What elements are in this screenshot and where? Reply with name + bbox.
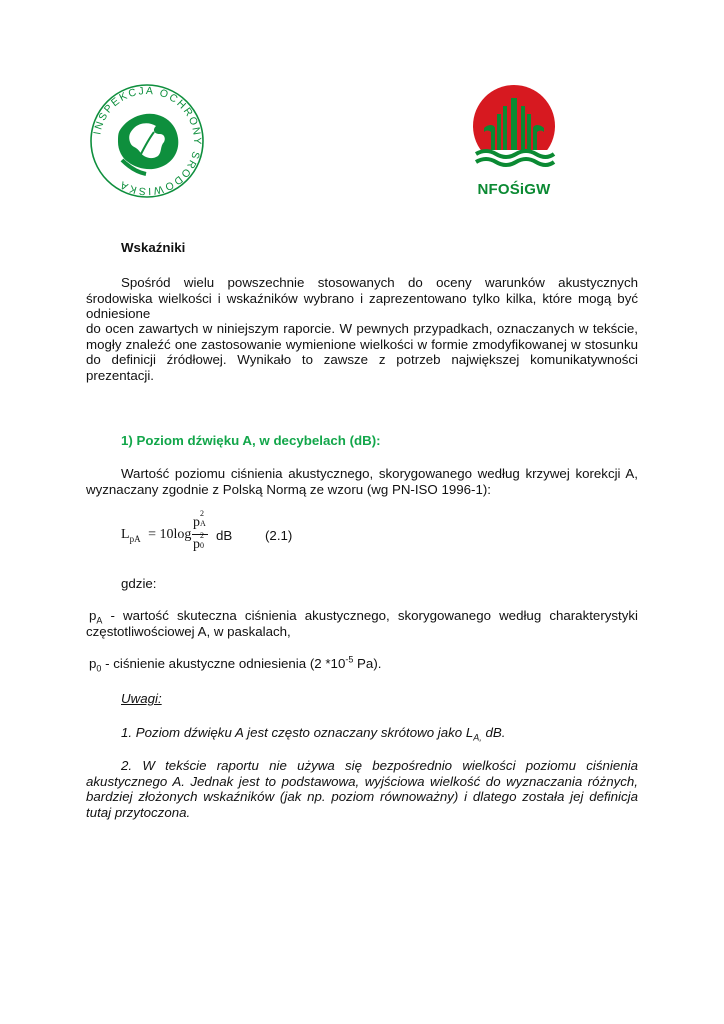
page-heading: Wskaźniki: [121, 240, 186, 255]
definition-pa-text: - wartość skuteczna ciśnienia akustycznego, skorygowanego według charakterystyki częstotliwościowej A, w paskalach,: [86, 608, 638, 639]
nfosigw-caption: NFOŚiGW: [477, 181, 551, 198]
intro-paragraph-part2: do ocen zawartych w niniejszym raporcie. W pewnych przypadkach, oznaczanych w tekście, mogły znaleźć one zastosowanie wymienione wielkości w formie zmodyfikowanej w stosunku do definicji źródłowej. Wynikało to zawsze z potrzeb największej komunikatywności prezentacji.: [86, 321, 638, 383]
formula-lhs-symbol: L: [121, 527, 130, 542]
formula-den-sub: 0: [200, 541, 204, 550]
notes-label: Uwagi:: [121, 691, 162, 706]
note-2: 2. W tekście raportu nie używa się bezpośrednio wielkości poziomu ciśnienia akustycznego A. Jednak jest to podstawowa, wyjściowa wielkość do wyznaczania różnych, bardziej złożonych wskaźników (jak np. poziom równoważny) i dlatego została jej definicja tutaj przytoczona.: [86, 758, 638, 820]
note-1: [121, 725, 505, 741]
formula-num-base: p: [193, 515, 200, 530]
note-1-text: 1. Poziom dźwięku A jest często oznaczany skrótowo jako L: [121, 725, 474, 740]
formula-num-sup: 2: [200, 509, 204, 518]
formula-den-base: p: [193, 537, 200, 552]
formula-denominator: [193, 531, 208, 553]
definition-p0-text-before: - ciśnienie akustyczne odniesienia (2 *10: [101, 656, 346, 671]
definition-pa-symbol: p: [89, 608, 97, 623]
section-description: Wartość poziomu ciśnienia akustycznego, skorygowanego według krzywej korekcji A, wyznaczany zgodnie z Polską Normą ze wzoru (wg PN-ISO 1996-1):: [86, 466, 638, 497]
definition-p0: [89, 656, 381, 672]
section-title: 1) Poziom dźwięku A, w decybelach (dB):: [121, 433, 381, 448]
formula-2-1: [121, 509, 321, 558]
definition-p0-sub: 0: [96, 663, 102, 674]
equation-number: (2.1): [265, 528, 293, 543]
formula-den-sup: 2: [200, 531, 204, 540]
note-1-subscript: A,: [473, 732, 482, 743]
nfosigw-emblem-icon: [470, 84, 558, 180]
inspekcja-ochrony-srodowiska-logo: [88, 82, 206, 200]
definition-p0-text-after: Pa).: [353, 656, 382, 671]
formula-lhs: [121, 527, 191, 543]
formula-operator: = 10log: [148, 527, 192, 542]
note-1-text-after: dB.: [481, 725, 506, 740]
definition-p0-exponent: -5: [345, 654, 354, 665]
definition-pa-sub: A: [96, 615, 103, 626]
nfosigw-logo: [470, 84, 558, 204]
definition-pa: [86, 608, 638, 639]
svg-text:INSPEKCJA OCHRONY ŚRODOWISKA: INSPEKCJA OCHRONY ŚRODOWISKA: [91, 84, 204, 198]
intro-paragraph-part1: Spośród wielu powszechnie stosowanych do oceny warunków akustycznych środowiska wielkości i wskaźników wybrano i zaprezentowano tylko kilka, które mogą być odniesione: [86, 275, 638, 322]
formula-unit: dB: [216, 528, 233, 543]
definition-p0-symbol: p: [89, 656, 97, 671]
where-label: gdzie:: [121, 576, 157, 591]
formula-lhs-subscript: pA: [129, 533, 141, 544]
formula-num-sub: A: [200, 519, 206, 528]
formula-numerator: [193, 509, 208, 531]
leaf-emblem-icon: [88, 82, 206, 200]
